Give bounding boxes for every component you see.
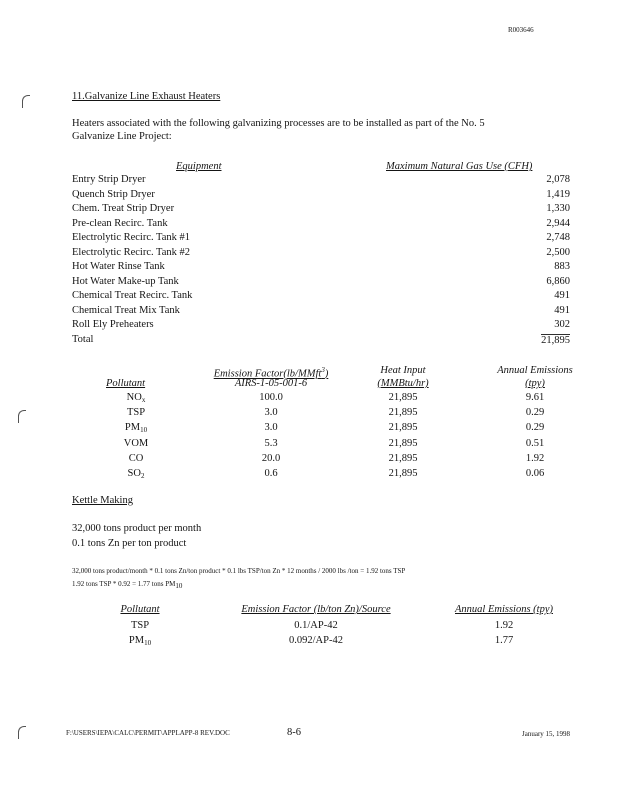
equipment-name: Electrolytic Recirc. Tank #2 — [72, 246, 191, 258]
table-row — [0, 407, 618, 421]
table-row — [0, 276, 618, 290]
gas-usage-value: 491 — [554, 304, 570, 316]
equipment-name: Hot Water Rinse Tank — [72, 261, 165, 272]
gas-usage-value: 1,330 — [546, 203, 570, 214]
gas-usage-value: 2,944 — [546, 217, 570, 229]
heat-input-value: 21,895 — [388, 468, 418, 479]
equipment-column-header: Equipment — [176, 161, 222, 172]
emission-factor-value: 3.0 — [264, 422, 278, 434]
kettle-pm10-calculation: 1.92 tons TSP * 0.92 = 1.77 tons $PM_{10}$ — [72, 580, 183, 590]
table-row — [0, 218, 618, 232]
heat-input-value: 21,895 — [388, 392, 418, 403]
gas-usage-value: 1,419 — [546, 188, 570, 200]
annual-emission-value: 0.06 — [525, 468, 545, 479]
equipment-name: Entry Strip Dryer — [72, 174, 146, 185]
table-row — [0, 635, 618, 649]
gas-usage-value: 2,078 — [546, 174, 570, 185]
heat-input-value: 21,895 — [388, 437, 418, 449]
equipment-name: Hot Water Make-up Tank — [72, 275, 179, 287]
heat-input-value: 21,895 — [388, 407, 418, 419]
kettle-heading: Kettle Making — [72, 495, 133, 506]
emission-factor-value: 100.0 — [259, 392, 283, 403]
annual-emission-value: 0.29 — [525, 407, 545, 419]
table-row — [0, 468, 618, 482]
table-row — [0, 247, 618, 261]
footer-file-path: F:\USERS\IEPA\CALC\PERMIT\APPLAPP-8 REV.DOC — [66, 729, 230, 737]
emission-factor-value: 0.092/AP-42 — [289, 635, 343, 646]
table-row — [0, 392, 618, 406]
heat-input-unit-header: (MMBtu/hr) — [377, 378, 429, 389]
equipment-name: Chem. Treat Strip Dryer — [72, 203, 175, 214]
pollutant-name: CO — [128, 452, 144, 464]
equipment-name: Chemical Treat Recirc. Tank — [72, 290, 193, 301]
table-row — [0, 174, 618, 188]
footer-date: January 15, 1998 — [522, 730, 571, 738]
margin-mark — [22, 95, 30, 108]
airs-code-header: AIRS-1-05-001-6 — [234, 378, 308, 389]
gas-usage-value: 2,748 — [546, 232, 570, 243]
total-label: Total — [72, 333, 94, 345]
gas-usage-value: 883 — [554, 261, 570, 272]
pollutant-name: $PM_{10}$ — [124, 422, 148, 435]
pollutant-name: TSP — [130, 620, 150, 631]
annual-emission-value: 1.77 — [494, 635, 514, 646]
emission-factor-value: 3.0 — [264, 407, 278, 419]
annual-emission-value: 1.92 — [525, 452, 545, 464]
total-row — [0, 334, 618, 348]
kettle-annual-header: Annual Emissions (tpy) — [455, 604, 553, 615]
gas-usage-column-header: Maximum Natural Gas Use (CFH) — [386, 161, 533, 172]
kettle-zinc-rate: 0.1 tons Zn per ton product — [72, 538, 187, 549]
table-row — [0, 438, 618, 452]
pollutant-name: VOM — [123, 437, 149, 449]
document-code: R003646 — [508, 26, 534, 34]
section-heading: 11.Galvanize Line Exhaust Heaters — [72, 91, 221, 102]
equipment-name: Chemical Treat Mix Tank — [72, 304, 180, 316]
intro-text: Heaters associated with the following galvanizing processes are to be installed as part of the No. 5 — [72, 118, 485, 129]
equipment-name: Quench Strip Dryer — [72, 188, 155, 200]
gas-usage-value: 2,500 — [546, 246, 570, 258]
heat-input-value: 21,895 — [388, 452, 418, 464]
annual-emission-value: 9.61 — [525, 392, 545, 403]
emission-factor-value: 0.1/AP-42 — [294, 620, 338, 631]
gas-usage-value: 302 — [554, 319, 570, 330]
emission-factor-value: 5.3 — [264, 437, 278, 449]
pollutant-header: Pollutant — [106, 378, 146, 389]
annual-emissions-header: Annual Emissions — [497, 365, 573, 376]
table-row — [0, 290, 618, 304]
table-row — [0, 422, 618, 436]
annual-emission-value: 0.51 — [525, 437, 545, 449]
pollutant-name: TSP — [126, 407, 146, 419]
annual-emission-value: 0.29 — [525, 422, 545, 434]
table-row — [0, 189, 618, 203]
emission-factor-value: 20.0 — [261, 452, 281, 464]
emission-factor-value: 0.6 — [264, 468, 278, 479]
kettle-factor-header: Emission Factor (lb/ton Zn)/Source — [241, 604, 391, 615]
table-row — [0, 261, 618, 275]
page-number: 8-6 — [287, 727, 301, 738]
annual-emissions-unit-header: (tpy) — [525, 378, 545, 389]
pollutant-name: $NO_x$ — [126, 392, 146, 404]
intro-text: Galvanize Line Project: — [72, 131, 172, 142]
pollutant-name: $PM_{10}$ — [128, 635, 152, 647]
table-row — [0, 453, 618, 467]
equipment-name: Roll Ely Preheaters — [72, 319, 154, 330]
table-row — [0, 232, 618, 246]
total-value: 21,895 — [541, 334, 570, 346]
gas-usage-value: 6,860 — [546, 275, 570, 287]
emission-factor-header: Emission Factor(lb/MMft$^3$) — [213, 366, 329, 380]
table-row — [0, 305, 618, 319]
heat-input-header: Heat Input — [380, 365, 426, 376]
table-row — [0, 620, 618, 634]
equipment-name: Electrolytic Recirc. Tank #1 — [72, 232, 191, 243]
margin-mark — [18, 726, 26, 739]
kettle-tsp-calculation: 32,000 tons product/month * 0.1 tons Zn/ton product * 0.1 lbs TSP/ton Zn * 12 months / 2000 lbs /ton = 1.92 tons TSP — [72, 567, 406, 575]
kettle-pollutant-header: Pollutant — [120, 604, 160, 615]
gas-usage-value: 491 — [554, 290, 570, 301]
table-row — [0, 319, 618, 333]
table-row — [0, 203, 618, 217]
kettle-production: 32,000 tons product per month — [72, 523, 202, 534]
annual-emission-value: 1.92 — [494, 620, 514, 631]
heat-input-value: 21,895 — [388, 422, 418, 434]
equipment-name: Pre-clean Recirc. Tank — [72, 217, 168, 229]
pollutant-name: $SO_2$ — [127, 468, 145, 480]
